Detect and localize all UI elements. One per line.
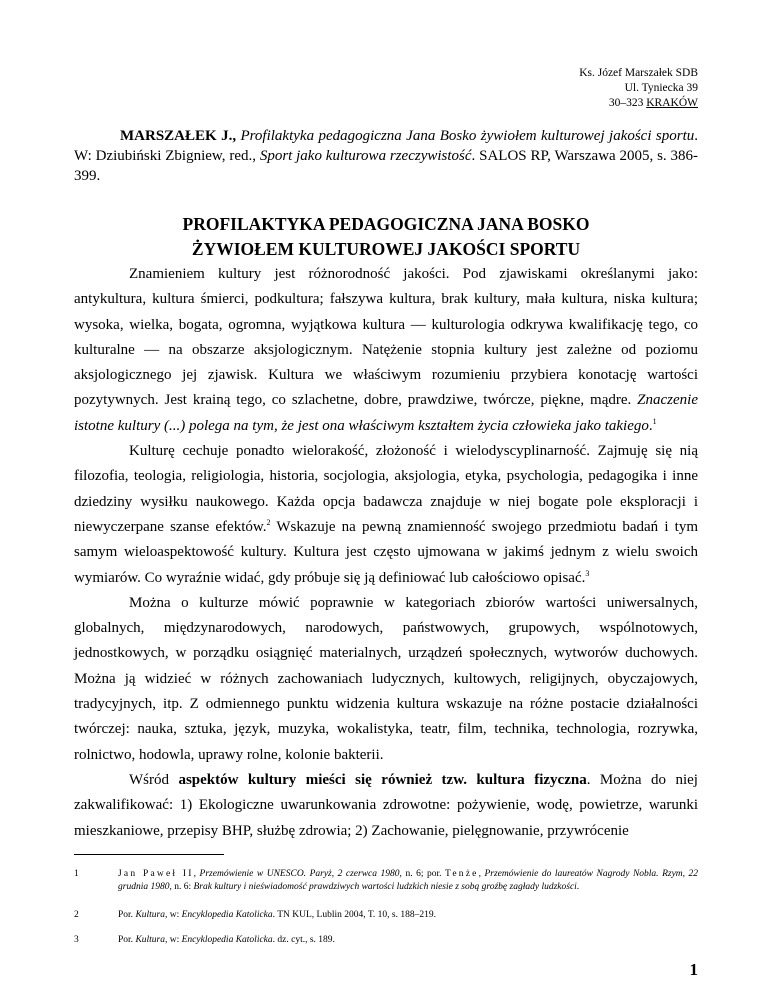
citation-book: Sport jako kulturowa rzeczywistość [259, 148, 472, 164]
paragraph-4: Wśród aspektów kultury mieści się również tzw. kultura fizyczna. Można do niej zakwalifikować: 1) Ekologiczne uwarunkowania zdrowotne: pożywienie, wodę, powietrze, warunki mieszkaniowe, przepisy BHP, służbę zdrowia; 2) Zachowanie, pielęgnowanie, przywrócenie [74, 771, 698, 839]
footnote-text: Jan Paweł II, Przemówienie w UNESCO. Paryż, 2 czerwca 1980, n. 6; por. Tenże, Przemówienie do laureatów Nagrody Nobla. Rzym, 22 grudnia 1980, n. 6: Brak kultury i nieświadomość prawdziwych wartości ludzkich niesie z sobą groźbę zagłady ludzkości. [118, 869, 699, 892]
citation-title: Profilaktyka pedagogiczna Jana Bosko żywiołem kulturowej jakości sportu [240, 128, 695, 144]
address-line-street: Ul. Tyniecka 39 [624, 82, 698, 94]
address-line-city: 30–323 KRAKÓW [608, 97, 698, 109]
citation-author: MARSZAŁEK J., [120, 128, 237, 144]
footnote-number: 3 [74, 935, 79, 945]
page-number: 1 [689, 960, 698, 979]
bibliographic-citation: MARSZAŁEK J., Profilaktyka pedagogiczna Jana Bosko żywiołem kulturowej jakości sportu. W: Dziubiński Zbigniew, red., Sport jako kulturowa rzeczywistość. SALOS RP, Warszawa 2005, s. 386-399. [74, 128, 698, 184]
paragraph-3: Można o kulturze mówić poprawnie w kategoriach zbiorów wartości uniwersalnych, globalnych, międzynarodowych, narodowych, państwowych, grupowych, wspólnotowych, jednostkowych, w porządku osiągnięć materialnych, urządzeń społecznych, wytworów duchowych. Można ją widzieć w różnych zachowaniach ludycznych, kultowych, religijnych, obyczajowych, tradycyjnych, itp. Z odmiennego punktu widzenia kultura wskazuje na różne postacie działalności twórczej: nauka, sztuka, język, muzyka, wokalistyka, teatr, film, technika, technologia, rozrywka, rolnictwo, hodowla, uprawy rolne, kolonie bakterii. [74, 594, 698, 763]
address-line-name: Ks. Józef Marszałek SDB [579, 67, 698, 79]
footnote-ref-3: 3 [585, 568, 590, 578]
footnote-2 [74, 909, 698, 922]
footnote-number: 1 [74, 869, 79, 879]
footnote-text: Por. Kultura, w: Encyklopedia Katolicka. TN KUL, Lublin 2004, T. 10, s. 188–219. [118, 910, 436, 920]
title-line-1: PROFILAKTYKA PEDAGOGICZNA JANA BOSKO [182, 214, 590, 234]
title-line-2: ŻYWIOŁEM KULTUROWEJ JAKOŚCI SPORTU [191, 239, 581, 259]
footnote-number: 2 [74, 910, 79, 920]
footnote-1 [74, 868, 698, 893]
footnote-ref-2: 2 [266, 517, 271, 527]
footnote-ref-1: 1 [652, 416, 657, 426]
footnote-separator [74, 854, 224, 855]
paragraph-1: Znamieniem kultury jest różnorodność jakości. Pod zjawiskami określanymi jako: antykultura, kultura śmierci, podkultura; fałszywa kultura, brak kultury, mała kultura, niska kultura; wysoka, wielka, bogata, ogromna, wyjątkowa kultura — kulturologia odkrywa kwalifikację tego, co kulturalne — na obszarze aksjologicznym. Natężenie stopnia kultury jest zależne od poziomu aksjologicznego jej zjawisk. Kultura we właściwym rozumieniu przybiera konotację wartości pozytywnych. Jest krainą tego, co szlachetne, dobre, prawdziwe, twórcze, piękne, mądre. Znaczenie istotne kultury (...) polega na tym, że jest ona właściwym kształtem życia człowieka jako takiego.$^1$ [74, 266, 698, 434]
article-body [74, 262, 698, 844]
footnote-3 [74, 934, 698, 947]
paragraph-2: Kulturę cechuje ponadto wielorakość, złożoność i wielodyscyplinarność. Zajmuję się nią filozofia, teologia, religiologia, historia, socjologia, aksjologia, etyka, psychologia, pedagogika i inne dziedziny wysiłku naukowego. Każda opcja badawcza znajduje w niej bogate pole eksploracji i niewyczerpane szanse efektów.$^2$ Wskazuje na pewną znamienność swojego przedmiotu badań i tym samym wieloaspektowość kultury. Kultura jest często ujmowana w jakimś jednym z wielu swoich wymiarów. Co wyraźnie widać, gdy próbuje się ją definiować lub całościowo opisać.$^3$ [74, 443, 698, 586]
author-address [579, 66, 698, 111]
article-title [74, 212, 698, 262]
footnote-text: Por. Kultura, w: Encyklopedia Katolicka. dz. cyt., s. 189. [118, 935, 335, 945]
